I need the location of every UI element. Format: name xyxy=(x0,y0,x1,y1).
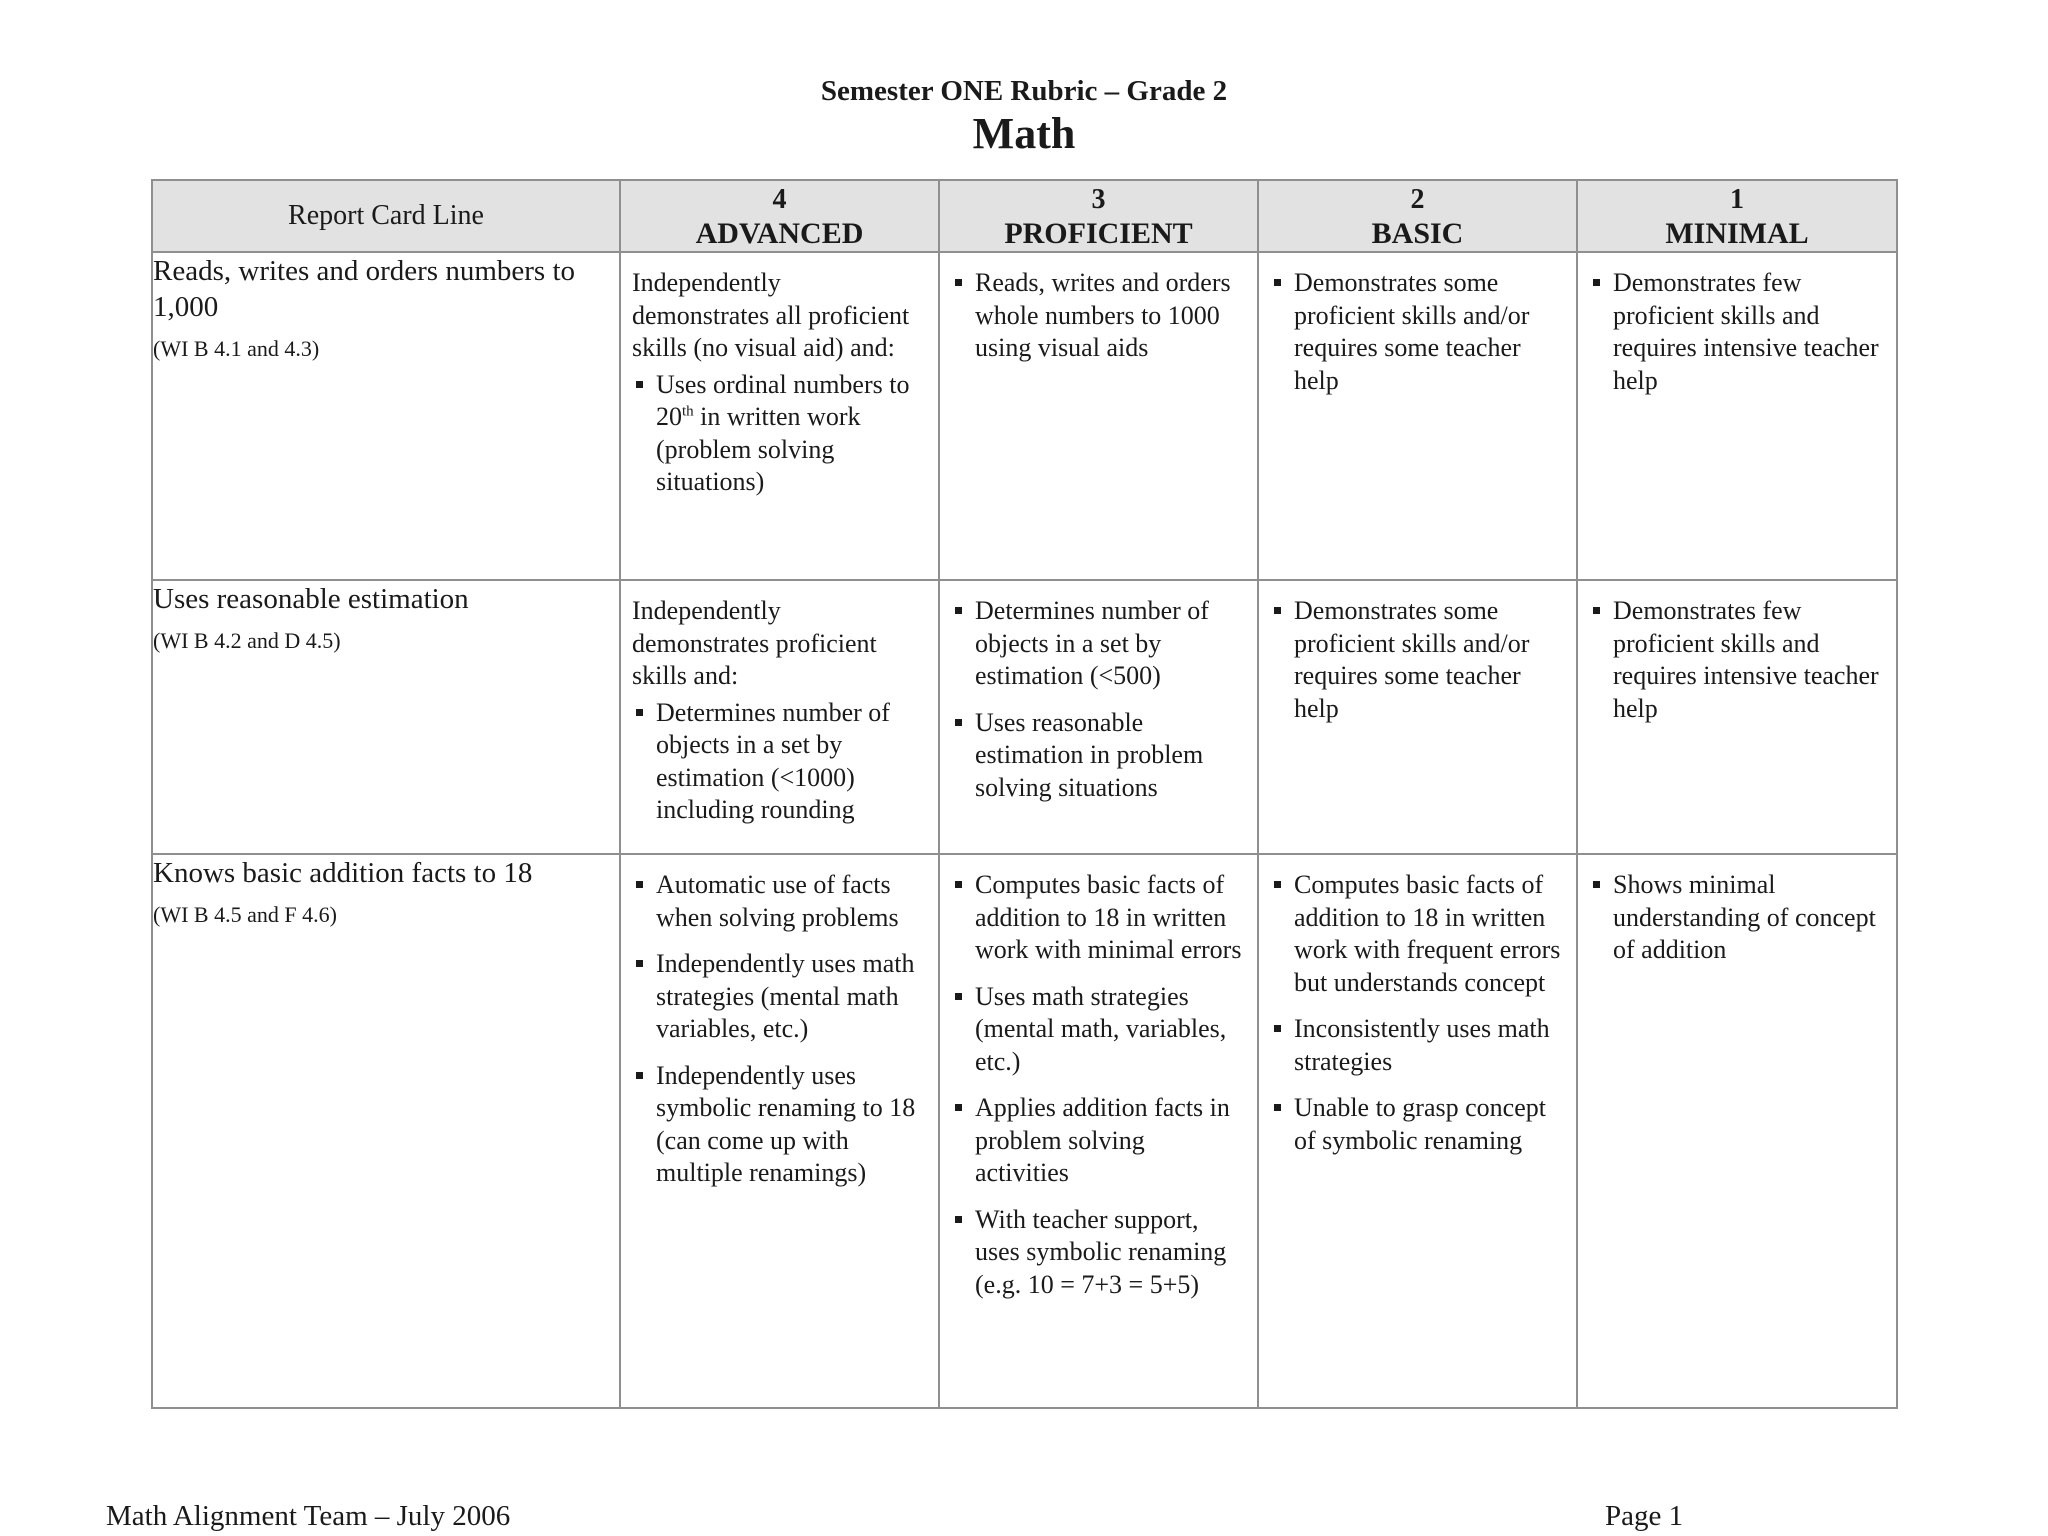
advanced-cell xyxy=(620,854,939,1408)
document-title: Semester ONE Rubric – Grade 2 xyxy=(820,75,1228,107)
bullet-item: Shows minimal understanding of concept of addition xyxy=(1589,869,1882,967)
bullet-item: Computes basic facts of addition to 18 in written work with frequent errors but understands concept xyxy=(1270,869,1562,999)
header-level-number: 2 xyxy=(1410,184,1425,215)
footer-page-number: Page 1 xyxy=(1605,1500,1684,1532)
basic-cell xyxy=(1258,252,1577,580)
document-subject: Math xyxy=(972,109,1076,158)
header-level-number: 3 xyxy=(1091,184,1106,215)
basic-cell xyxy=(1258,580,1577,854)
table-row xyxy=(152,580,1897,854)
minimal-cell xyxy=(1577,854,1897,1408)
header-level-name: BASIC xyxy=(1371,217,1464,250)
bullet-item: Uses math strategies (mental math, variables, etc.) xyxy=(951,981,1243,1079)
basic-cell xyxy=(1258,854,1577,1408)
bullet-item: With teacher support, uses symbolic renaming (e.g. 10 = 7+3 = 5+5) xyxy=(951,1204,1243,1302)
proficient-cell xyxy=(939,580,1258,854)
bullet-item: Automatic use of facts when solving problems xyxy=(632,869,924,934)
standard-code: (WI B 4.5 and F 4.6) xyxy=(153,902,337,927)
proficient-cell xyxy=(939,854,1258,1408)
bullet-item: Applies addition facts in problem solving activities xyxy=(951,1092,1243,1190)
minimal-cell xyxy=(1577,252,1897,580)
report-card-line-label: Uses reasonable estimation xyxy=(153,583,469,615)
rubric-table xyxy=(151,179,1898,1409)
bullet-item: Computes basic facts of addition to 18 in written work with minimal errors xyxy=(951,869,1243,967)
standard-code: (WI B 4.2 and D 4.5) xyxy=(153,628,341,653)
bullet-item: Inconsistently uses math strategies xyxy=(1270,1013,1562,1078)
title-block xyxy=(0,74,2048,160)
header-proficient xyxy=(939,180,1258,252)
header-basic xyxy=(1258,180,1577,252)
minimal-cell xyxy=(1577,580,1897,854)
report-card-line-cell xyxy=(152,580,620,854)
bullet-item: Demonstrates some proficient skills and/or requires some teacher help xyxy=(1270,267,1562,397)
bullet-item: Reads, writes and orders whole numbers to 1000 using visual aids xyxy=(951,267,1243,365)
proficient-cell xyxy=(939,252,1258,580)
table-row xyxy=(152,252,1897,580)
bullet-item: Determines number of objects in a set by estimation (<1000) including rounding xyxy=(632,697,924,827)
cell-intro: Independently demonstrates all proficient skills (no visual aid) and: xyxy=(632,268,910,362)
header-row xyxy=(152,180,1897,252)
bullet-item: Independently uses symbolic renaming to 18 (can come up with multiple renamings) xyxy=(632,1060,924,1190)
header-level-number: 4 xyxy=(772,184,787,215)
table-row xyxy=(152,854,1897,1408)
bullet-item: Determines number of objects in a set by estimation (<500) xyxy=(951,595,1243,693)
bullet-item: Demonstrates few proficient skills and requires intensive teacher help xyxy=(1589,267,1882,397)
advanced-cell xyxy=(620,252,939,580)
cell-intro: Independently demonstrates proficient skills and: xyxy=(632,596,877,690)
report-card-line-label: Reads, writes and orders numbers to 1,000 xyxy=(153,255,576,323)
footer-team-date: Math Alignment Team – July 2006 xyxy=(106,1500,511,1532)
bullet-item: Uses reasonable estimation in problem solving situations xyxy=(951,707,1243,805)
bullet-item: Demonstrates some proficient skills and/or requires some teacher help xyxy=(1270,595,1562,725)
report-card-line-label: Knows basic addition facts to 18 xyxy=(153,857,533,889)
standard-code: (WI B 4.1 and 4.3) xyxy=(153,336,320,361)
header-level-number: 1 xyxy=(1730,184,1744,215)
advanced-cell xyxy=(620,580,939,854)
report-card-line-cell xyxy=(152,854,620,1408)
header-advanced xyxy=(620,180,939,252)
bullet-item: Unable to grasp concept of symbolic renaming xyxy=(1270,1092,1562,1157)
bullet-item: Demonstrates few proficient skills and requires intensive teacher help xyxy=(1589,595,1882,725)
header-report-card-line: Report Card Line xyxy=(152,180,620,252)
bullet-item: Independently uses math strategies (mental math variables, etc.) xyxy=(632,948,924,1046)
header-minimal xyxy=(1577,180,1897,252)
header-level-name: PROFICIENT xyxy=(1004,217,1193,250)
report-card-line-cell xyxy=(152,252,620,580)
bullet-item: Uses ordinal numbers to 20th in written work (problem solving situations) xyxy=(632,369,924,499)
header-level-name: MINIMAL xyxy=(1665,217,1809,250)
header-level-name: ADVANCED xyxy=(695,217,864,250)
